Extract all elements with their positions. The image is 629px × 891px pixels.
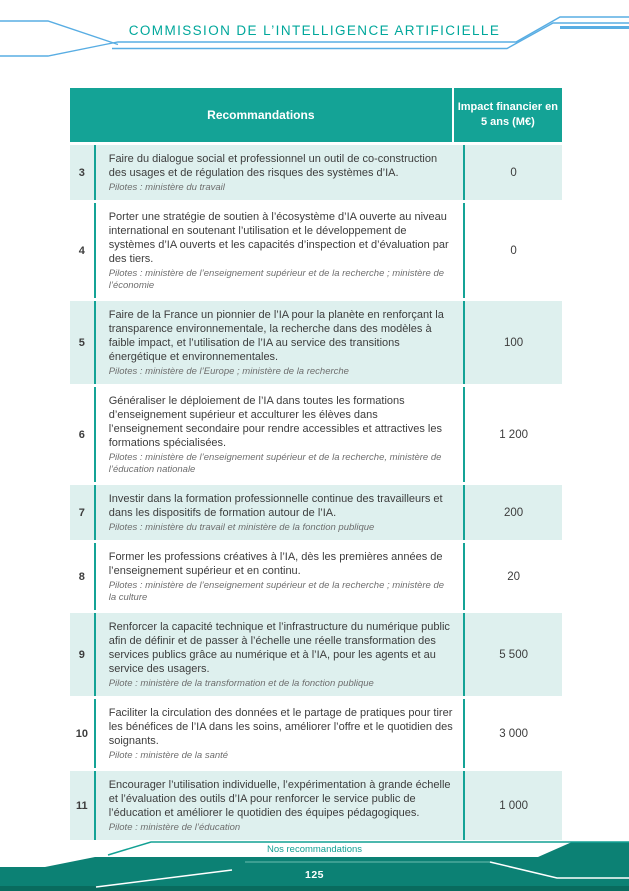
recommendation-pilots: Pilote : ministère de la santé <box>108 750 229 761</box>
table-row <box>70 543 562 610</box>
row-number: 8 <box>78 570 85 583</box>
table-row <box>70 301 562 384</box>
row-impact-value: 0 <box>463 145 562 200</box>
row-impact-value: 1 000 <box>463 771 562 840</box>
row-number: 6 <box>78 428 85 441</box>
row-number: 3 <box>78 166 85 179</box>
recommendation-text: Faciliter la circulation des données et le partage de pratiques pour tirer les bénéfices de l’IA dans les soins, améliorer l’offre et le quotidien des soignants. <box>108 707 453 747</box>
recommendation-text: Encourager l’utilisation individuelle, l’expérimentation à grande échelle et l’évaluation des outils d’IA pour renforcer le service public de l’éducation et améliorer le quotidien des équipes pédagogiques. <box>108 779 451 819</box>
page-number: 125 <box>304 869 325 881</box>
recommendation-pilots: Pilotes : ministère de l’enseignement supérieur et de la recherche ; ministère de la culture <box>108 580 445 603</box>
row-recommendation-cell <box>94 613 463 696</box>
recommendation-text: Investir dans la formation professionnelle continue des travailleurs et dans les dispositifs de formation autour de l’IA. <box>108 493 443 519</box>
row-recommendation-cell <box>94 485 463 540</box>
page-footer <box>0 830 629 891</box>
row-recommendation-cell <box>94 699 463 768</box>
recommendation-pilots: Pilotes : ministère du travail <box>108 182 225 193</box>
table-row <box>70 485 562 540</box>
row-recommendation-cell <box>94 203 463 298</box>
row-impact-value: 200 <box>463 485 562 540</box>
footer-ribbon-decoration <box>0 830 629 891</box>
row-impact-value: 3 000 <box>463 699 562 768</box>
row-recommendation-cell <box>94 145 463 200</box>
recommendations-table <box>70 88 562 840</box>
row-number: 5 <box>78 336 85 349</box>
table-row <box>70 387 562 482</box>
row-number: 7 <box>78 506 85 519</box>
table-body <box>70 145 562 840</box>
row-impact-value: 20 <box>463 543 562 610</box>
column-header-impact: Impact financier en 5 ans (M€) <box>452 88 562 142</box>
recommendation-pilots: Pilotes : ministère de l’enseignement supérieur et de la recherche, ministère de l’éducation nationale <box>108 452 442 475</box>
recommendation-pilots: Pilotes : ministère de l’Europe ; ministère de la recherche <box>108 366 349 377</box>
row-impact-value: 1 200 <box>463 387 562 482</box>
row-recommendation-cell <box>94 543 463 610</box>
row-number: 11 <box>76 799 88 812</box>
recommendation-text: Former les professions créatives à l’IA, dès les premières années de l’enseignement supérieur et en continu. <box>108 551 443 577</box>
footer-section-label: Nos recommandations <box>266 844 363 855</box>
recommendation-pilots: Pilotes : ministère du travail et ministère de la fonction publique <box>108 522 375 533</box>
recommendation-pilots: Pilote : ministère de l’éducation <box>108 822 241 833</box>
table-row <box>70 203 562 298</box>
row-number: 10 <box>75 727 88 740</box>
row-recommendation-cell <box>94 387 463 482</box>
recommendation-pilots: Pilotes : ministère de l’enseignement supérieur et de la recherche ; ministère de l’économie <box>108 268 445 291</box>
recommendation-text: Porter une stratégie de soutien à l’écosystème d’IA ouverte au niveau international en soutenant l’utilisation et le développement de systèmes d’IA ouverts et les capacités d’inspection et d’évaluation par des tiers. <box>108 211 449 265</box>
row-number: 4 <box>78 244 85 257</box>
table-row <box>70 145 562 200</box>
row-impact-value: 5 500 <box>463 613 562 696</box>
row-impact-value: 100 <box>463 301 562 384</box>
recommendation-text: Faire du dialogue social et professionnel un outil de co-construction des usages et de régulation des risques des systèmes d’IA. <box>108 153 438 179</box>
table-header-row <box>70 88 562 142</box>
document-title: COMMISSION DE L’INTELLIGENCE ARTIFICIELLE <box>128 23 501 38</box>
column-header-recommendations: Recommandations <box>207 108 315 122</box>
row-recommendation-cell <box>94 301 463 384</box>
recommendation-text: Faire de la France un pionnier de l’IA pour la planète en renforçant la transparence environnementale, la recherche dans des modèles à faible impact, et l’utilisation de l’IA au service des transitions énergétique et environnementales. <box>108 309 444 363</box>
table-row <box>70 613 562 696</box>
recommendation-text: Renforcer la capacité technique et l’infrastructure du numérique public afin de définir et de passer à l’échelle une réelle transformation des services publics grâce au numérique et à l’IA, pour les agents et au service des usagers. <box>108 621 450 675</box>
row-impact-value: 0 <box>463 203 562 298</box>
recommendation-pilots: Pilote : ministère de la transformation et de la fonction publique <box>108 678 374 689</box>
table-row <box>70 699 562 768</box>
page-header <box>0 0 629 75</box>
row-number: 9 <box>78 648 85 661</box>
recommendation-text: Généraliser le déploiement de l’IA dans toutes les formations d’enseignement supérieur et acculturer les élèves dans l’enseignement secondaire pour rendre accessibles et attractives les formations spécialisées. <box>108 395 442 449</box>
